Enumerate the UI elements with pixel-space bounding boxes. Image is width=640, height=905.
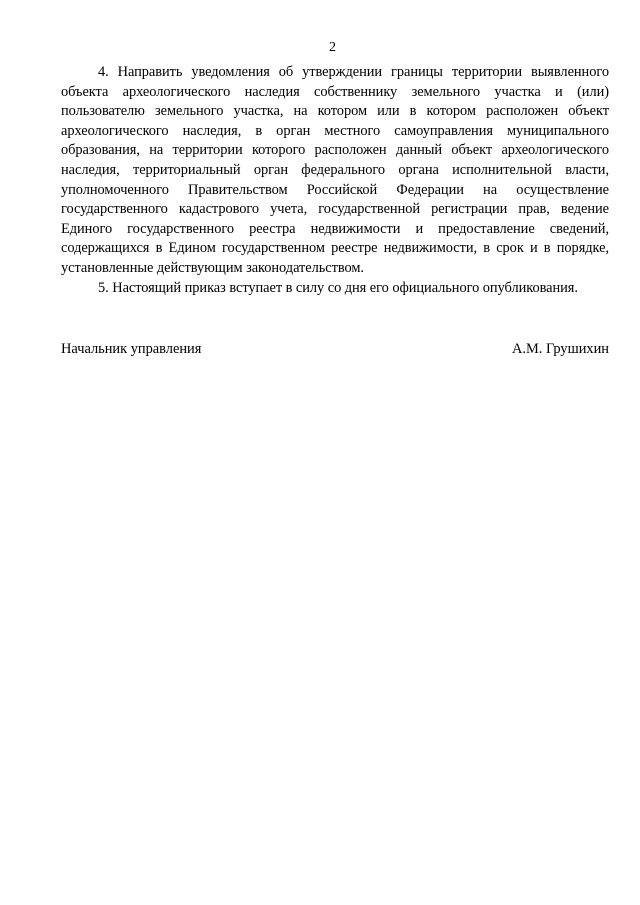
signatory-name: А.М. Грушихин	[512, 341, 609, 358]
signature-block	[61, 340, 609, 360]
signatory-position: Начальник управления	[61, 341, 202, 358]
paragraph-item-5: 5. Настоящий приказ вступает в силу со дня его официального опубликования.	[98, 279, 578, 296]
page-number: 2	[329, 40, 336, 55]
paragraph-item-4: 4. Направить уведомления об утверждении границы территории выявленного объекта археологического наследия собственнику земельного участка и (или) пользователю земельного участка, на котором или в котором расположен объект археологического наследия, в орган местного самоуправления муниципального образования, на территории которого расположен данный объект археологического наследия, территориальный орган федерального органа исполнительной власти, уполномоченного Правительством Российской Федерации на осуществление государственного кадастрового учета, государственной регистрации прав, ведение Единого государственного реестра недвижимости и предоставление сведений, содержащихся в Едином государственном реестре недвижимости, в срок и в порядке, установленные действующим законодательством.	[61, 64, 609, 276]
